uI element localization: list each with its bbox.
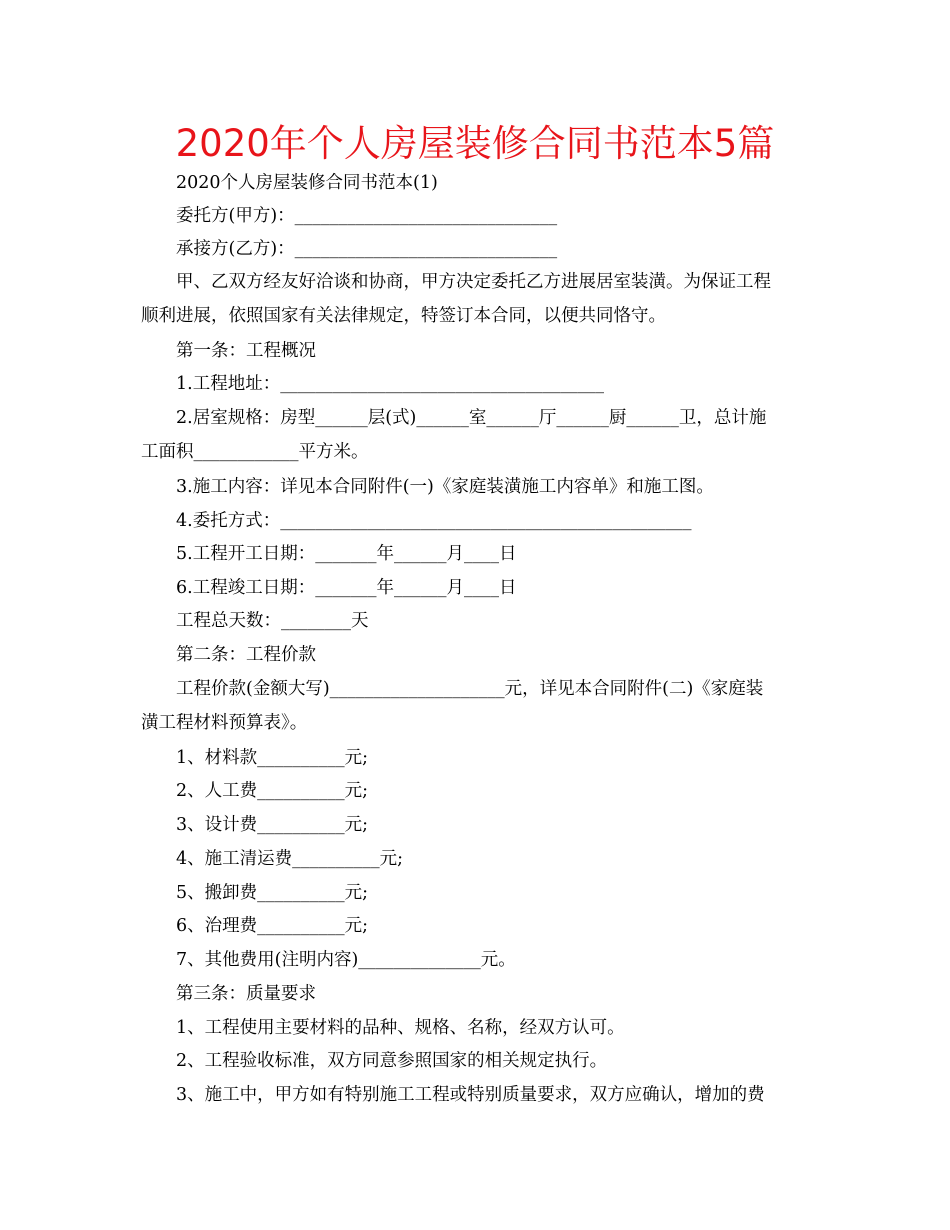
- list-item: 3、施工中，甲方如有特别施工工程或特别质量要求，双方应确认，增加的费: [176, 1085, 765, 1105]
- paragraph-line: 顺利进展，依照国家有关法律规定，特签订本合同，以便共同恪守。: [141, 306, 666, 326]
- paragraph-line: 潢工程材料预算表》。: [141, 713, 308, 733]
- subtitle-line: 2020个人房屋装修合同书范本(1): [176, 173, 438, 193]
- paragraph-line: 工程价款(金额大写)____________________元，详见本合同附件(二)《家庭装: [176, 679, 764, 699]
- paragraph-line: 甲、乙双方经友好洽谈和协商，甲方决定委托乙方进展居室装潢。为保证工程: [176, 272, 771, 292]
- list-item: 4、施工清运费__________元;: [176, 849, 404, 869]
- document-title: 2020年个人房屋装修合同书范本5篇: [175, 122, 775, 165]
- paragraph-line: 6.工程竣工日期：_______年______月____日: [176, 578, 517, 598]
- section-heading: 第一条：工程概况: [176, 341, 316, 361]
- list-item: 5、搬卸费__________元;: [176, 883, 369, 903]
- paragraph-line: 5.工程开工日期：_______年______月____日: [176, 544, 517, 564]
- contractor-line: 承接方(乙方)：______________________________: [176, 239, 558, 259]
- paragraph-line: 1.工程地址：_____________________________________: [176, 374, 604, 394]
- list-item: 6、治理费__________元;: [176, 916, 369, 936]
- list-item: 2、工程验收标准，双方同意参照国家的相关规定执行。: [176, 1051, 608, 1071]
- section-heading: 第三条：质量要求: [176, 984, 316, 1004]
- paragraph-line: 3.施工内容：详见本合同附件(一)《家庭装潢施工内容单》和施工图。: [176, 477, 714, 497]
- paragraph-line: 工面积____________平方米。: [141, 442, 369, 462]
- paragraph-line: 2.居室规格：房型______层(式)______室______厅______厨______卫，总计施: [176, 408, 767, 428]
- list-item: 7、其他费用(注明内容)______________元。: [176, 950, 516, 970]
- section-heading: 第二条：工程价款: [176, 645, 316, 665]
- paragraph-line: 4.委托方式：_______________________________________________: [176, 511, 692, 531]
- list-item: 1、材料款__________元;: [176, 748, 369, 768]
- list-item: 1、工程使用主要材料的品种、规格、名称，经双方认可。: [176, 1018, 625, 1038]
- list-item: 3、设计费__________元;: [176, 815, 369, 835]
- client-line: 委托方(甲方)：______________________________: [176, 206, 558, 226]
- paragraph-line: 工程总天数：________天: [176, 611, 369, 631]
- list-item: 2、人工费__________元;: [176, 781, 369, 801]
